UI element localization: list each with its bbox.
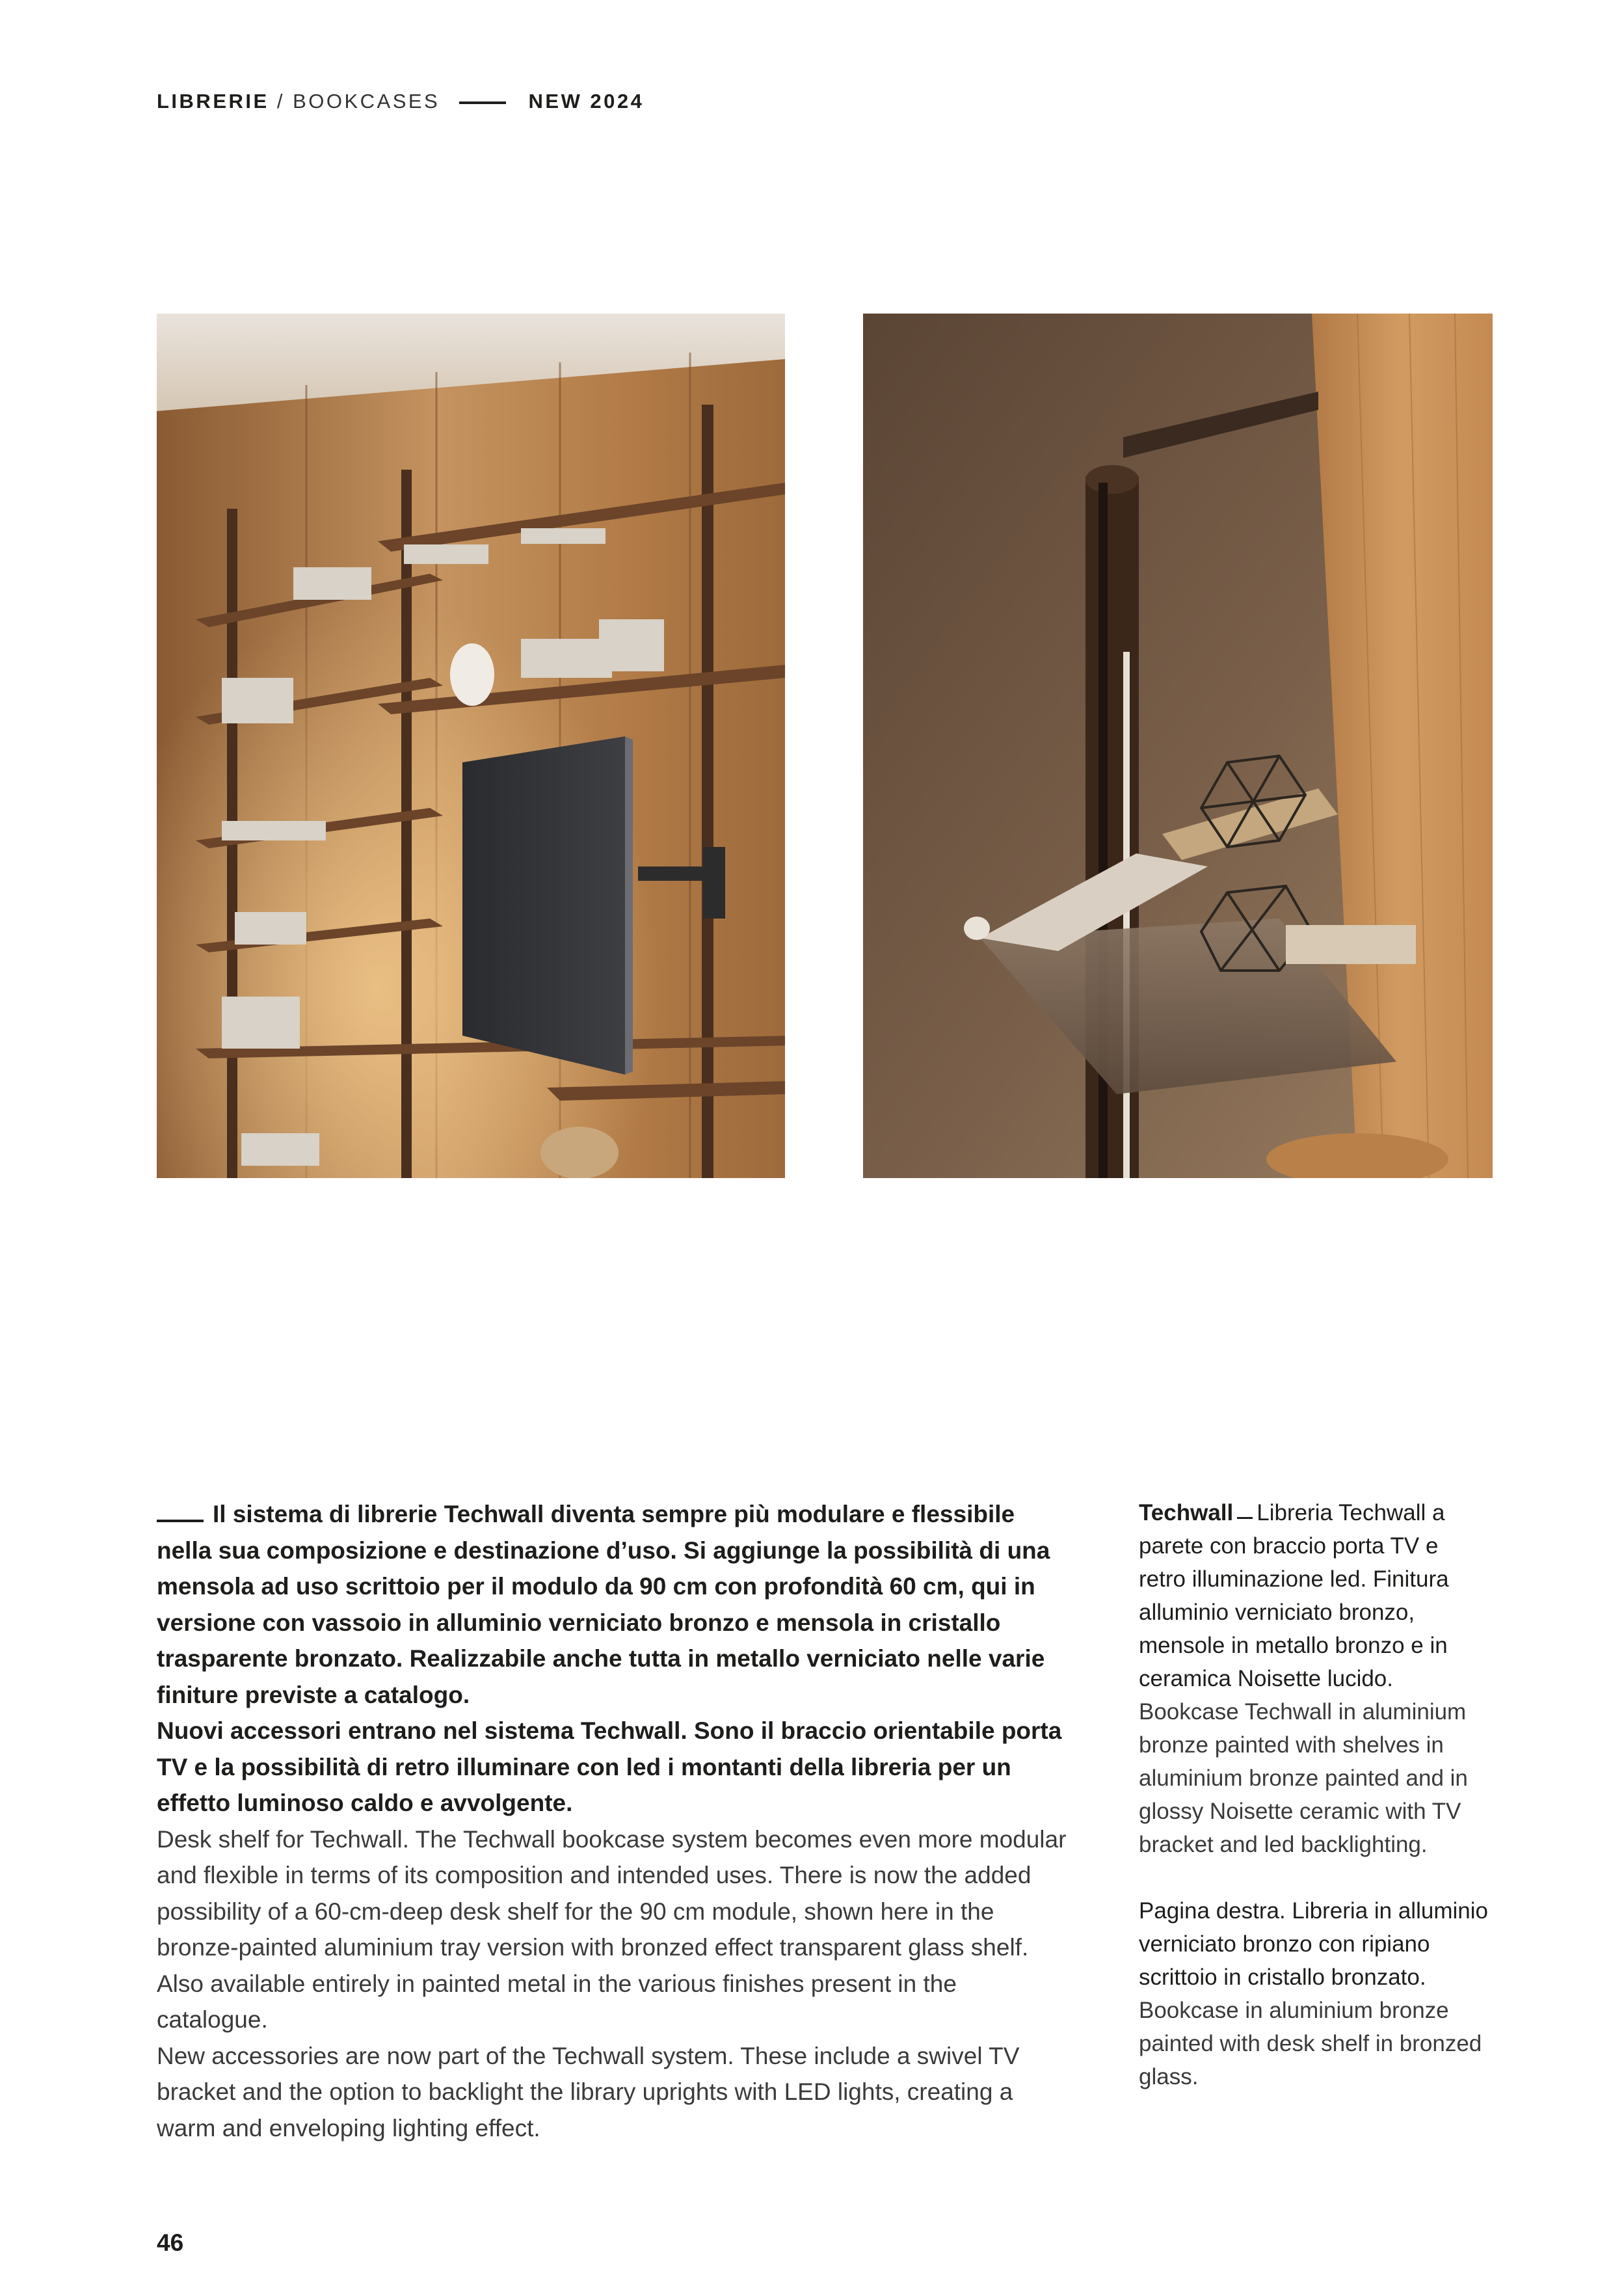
- bookcase-with-tv-illustration: [157, 314, 785, 1178]
- product-name: Techwall: [1139, 1500, 1234, 1525]
- section-title-italian: LIBRERIE: [157, 90, 269, 113]
- section-title-english: BOOKCASES: [293, 90, 440, 113]
- page-number: 46: [157, 2229, 184, 2256]
- english-paragraph-2: New accessories are now part of the Techwall system. These include a swivel TV bracket and the option to backlight the library uprights with LED lights, creating a warm and enveloping lighting effect.: [157, 2042, 1020, 2141]
- edition-label: NEW 2024: [528, 90, 645, 113]
- header-dash: [459, 101, 506, 104]
- main-description: [157, 1496, 1067, 2146]
- caption-1-english: Bookcase Techwall in aluminium bronze painted with shelves in aluminium bronze painted and in glossy Noisette ceramic with TV bracket and led backlighting.: [1139, 1699, 1468, 1857]
- shelf-detail-photo: [863, 314, 1493, 1178]
- page-header: [157, 88, 644, 114]
- side-captions: [1139, 1496, 1490, 2093]
- italian-paragraph-2: Nuovi accessori entrano nel sistema Techwall. Sono il braccio orientabile porta TV e la possibilità di retro illuminare con led i montanti della libreria per un effetto luminoso caldo e avvolgente.: [157, 1717, 1062, 1816]
- caption-2-english: Bookcase in aluminium bronze painted with desk shelf in bronzed glass.: [1139, 1998, 1482, 2089]
- italian-paragraph-1: Il sistema di librerie Techwall diventa sempre più modulare e flessibile nella sua composizione e destinazione d’uso. Si aggiunge la possibilità di una mensola ad uso scrittoio per il modulo da 90 cm con profondità 60 cm, qui in versione con vassoio in alluminio verniciato bronzo e mensola in cristallo trasparente bronzato. Realizzabile anche tutta in metallo verniciato nelle varie finiture previste a catalogo.: [157, 1501, 1050, 1708]
- caption-1-italian: Libreria Techwall a parete con braccio porta TV e retro illuminazione led. Finitura alluminio verniciato bronzo, mensole in metallo bronzo e in ceramica Noisette lucido.: [1139, 1500, 1449, 1691]
- english-paragraph-1: Desk shelf for Techwall. The Techwall bookcase system becomes even more modular and flexible in terms of its composition and intended uses. There is now the added possibility of a 60-cm-deep desk shelf for the 90 cm module, shown here in the bronze-painted aluminium tray version with bronzed effect transparent glass shelf. Also available entirely in painted metal in the various finishes present in the catalogue.: [157, 1825, 1067, 2033]
- caption-dash: [1237, 1517, 1253, 1519]
- section-separator: /: [276, 90, 285, 113]
- lead-dash: [157, 1520, 204, 1522]
- bookcase-with-tv-photo: [157, 314, 785, 1178]
- caption-2-italian: Pagina destra. Libreria in alluminio verniciato bronzo con ripiano scrittoio in cristallo bronzato.: [1139, 1898, 1488, 1990]
- shelf-detail-illustration: [863, 314, 1493, 1178]
